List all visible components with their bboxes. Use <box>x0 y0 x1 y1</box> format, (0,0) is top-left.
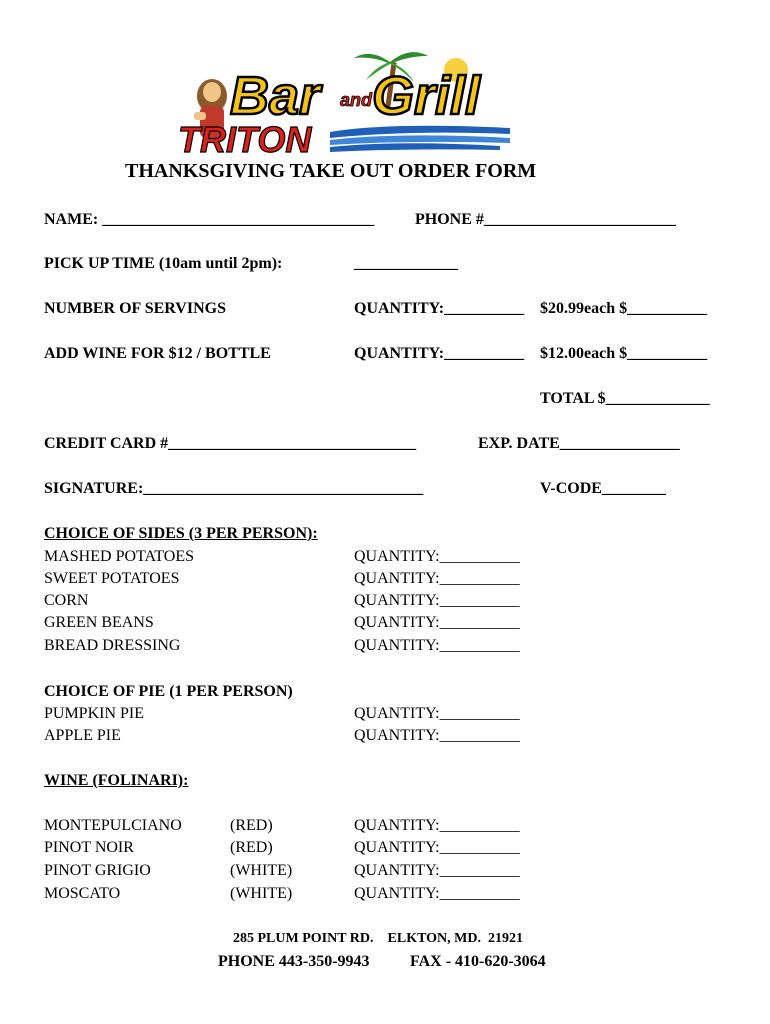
side-item-quantity-field[interactable]: QUANTITY:__________ <box>354 592 520 609</box>
vcode-field[interactable]: V-CODE________ <box>540 480 666 497</box>
servings-quantity-field[interactable]: QUANTITY:__________ <box>354 300 525 317</box>
wine-item-quantity-field[interactable]: QUANTITY:__________ <box>354 839 520 856</box>
wine-item-quantity-field[interactable]: QUANTITY:__________ <box>354 885 520 902</box>
footer-address: 285 PLUM POINT RD. ELKTON, MD. 21921 <box>233 931 523 946</box>
logo-triton-text: TRITON <box>178 119 312 160</box>
side-item-name: MASHED POTATOES <box>44 548 194 565</box>
wine-quantity-field[interactable]: QUANTITY:__________ <box>354 345 525 362</box>
wine-item-color: (RED) <box>230 839 273 856</box>
side-item-quantity-field[interactable]: QUANTITY:__________ <box>354 570 520 587</box>
wine-item-name: PINOT NOIR <box>44 839 134 856</box>
pickup-time-field[interactable]: _____________ <box>354 255 458 272</box>
phone-field[interactable]: PHONE #________________________ <box>415 211 676 228</box>
wine-heading: WINE (FOLINARI): <box>44 772 189 789</box>
side-item-name: CORN <box>44 592 89 609</box>
logo-grill-text: Grill <box>372 66 481 126</box>
wine-item-name: MOSCATO <box>44 885 121 902</box>
side-item-quantity-field[interactable]: QUANTITY:__________ <box>354 548 520 565</box>
pie-item-quantity-field[interactable]: QUANTITY:__________ <box>354 727 520 744</box>
signature-field[interactable]: SIGNATURE:___________________________________ <box>44 480 424 497</box>
wine-item-quantity-field[interactable]: QUANTITY:__________ <box>354 862 520 879</box>
wine-item-color: (WHITE) <box>230 862 293 879</box>
pie-item-name: APPLE PIE <box>44 727 121 744</box>
side-item-name: BREAD DRESSING <box>44 637 181 654</box>
bar-and-grill-logo <box>170 48 520 160</box>
pie-heading: CHOICE OF PIE (1 PER PERSON) <box>44 683 293 700</box>
pickup-time-label: PICK UP TIME (10am until 2pm): <box>44 255 283 272</box>
pie-item-quantity-field[interactable]: QUANTITY:__________ <box>354 705 520 722</box>
footer-fax: FAX - 410-620-3064 <box>410 953 546 970</box>
wine-item-quantity-field[interactable]: QUANTITY:__________ <box>354 817 520 834</box>
logo-bar-text: Bar <box>230 66 321 126</box>
servings-label: NUMBER OF SERVINGS <box>44 300 226 317</box>
wine-item-color: (RED) <box>230 817 273 834</box>
wine-item-name: PINOT GRIGIO <box>44 862 151 879</box>
exp-date-field[interactable]: EXP. DATE_______________ <box>478 435 680 452</box>
wine-item-name: MONTEPULCIANO <box>44 817 182 834</box>
logo-and-text: and <box>340 90 373 110</box>
pie-item-name: PUMPKIN PIE <box>44 705 145 722</box>
wine-item-color: (WHITE) <box>230 885 293 902</box>
name-field[interactable]: NAME: __________________________________ <box>44 211 375 228</box>
side-item-name: SWEET POTATOES <box>44 570 180 587</box>
sides-heading: CHOICE OF SIDES (3 PER PERSON): <box>44 525 318 542</box>
wine-price-field[interactable]: $12.00each $__________ <box>540 345 708 362</box>
add-wine-label: ADD WINE FOR $12 / BOTTLE <box>44 345 271 362</box>
water-waves-icon <box>330 126 510 152</box>
footer-phone: PHONE 443-350-9943 <box>218 953 370 970</box>
servings-price-field[interactable]: $20.99each $__________ <box>540 300 708 317</box>
side-item-quantity-field[interactable]: QUANTITY:__________ <box>354 637 520 654</box>
side-item-quantity-field[interactable]: QUANTITY:__________ <box>354 614 520 631</box>
side-item-name: GREEN BEANS <box>44 614 154 631</box>
total-field[interactable]: TOTAL $_____________ <box>540 390 710 407</box>
page-title: THANKSGIVING TAKE OUT ORDER FORM <box>125 160 537 182</box>
credit-card-field[interactable]: CREDIT CARD #_______________________________ <box>44 435 417 452</box>
